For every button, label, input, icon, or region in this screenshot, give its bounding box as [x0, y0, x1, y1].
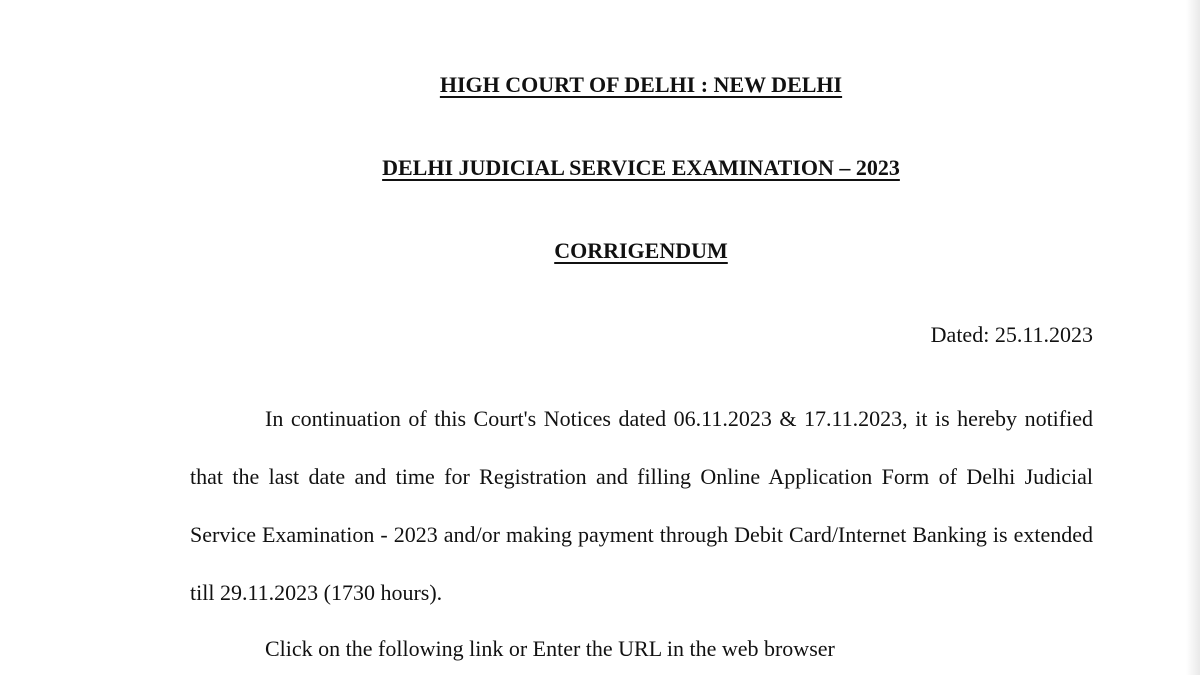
notice-paragraph-2-text: Click on the following link or Enter the URL in the web browser [265, 636, 835, 661]
court-title: HIGH COURT OF DELHI : NEW DELHI [439, 72, 843, 97]
notice-paragraph-1 [190, 390, 1093, 622]
page-edge-shadow [1186, 0, 1200, 675]
notice-paragraph-1-text: In continuation of this Court's Notices dated 06.11.2023 & 17.11.2023, it is hereby notified that the last date and time for Registration and filling Online Application Form of Delhi Judicial Service Examination - 2023 and/or making payment through Debit Card/Internet Banking is extended till 29.11.2023 (1730 hours). [190, 406, 1093, 605]
notice-date: Dated: 25.11.2023 [930, 322, 1093, 347]
exam-title: DELHI JUDICIAL SERVICE EXAMINATION – 2023 [382, 155, 900, 180]
notice-type-heading: CORRIGENDUM [554, 238, 728, 263]
notice-paragraph-2 [190, 620, 1093, 675]
